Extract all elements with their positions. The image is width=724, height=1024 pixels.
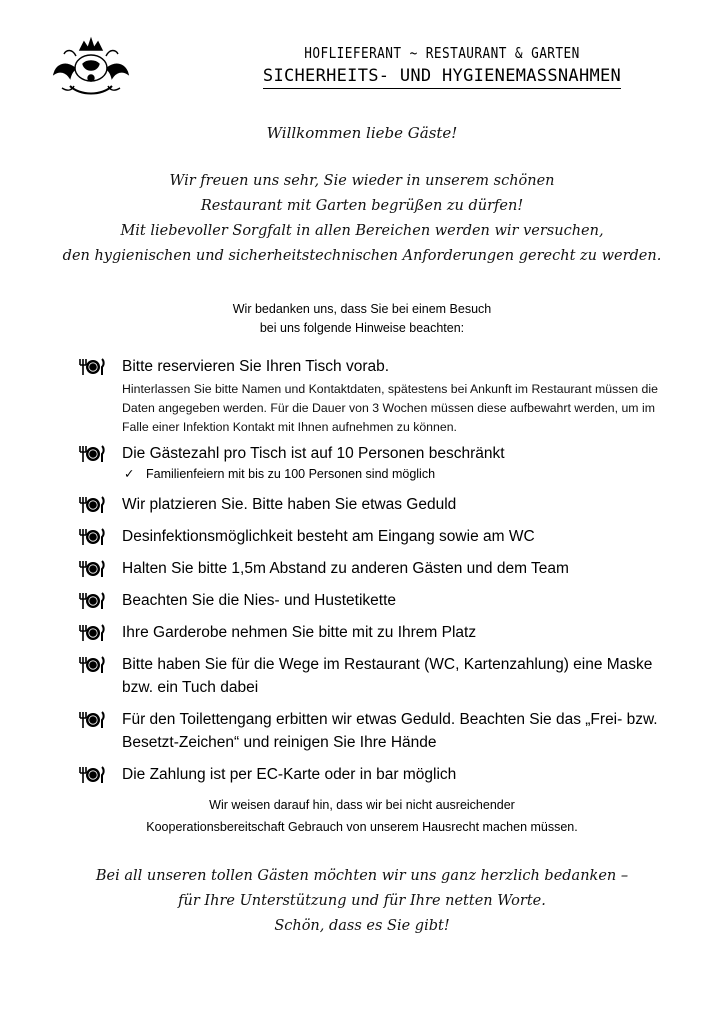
thanks-text	[0, 300, 724, 338]
plate-fork-knife-icon	[77, 560, 105, 578]
house-rules-notice	[0, 794, 724, 838]
restaurant-name: HOFLIEFERANT ~ RESTAURANT & GARTEN	[304, 44, 580, 62]
rule-title: Wir platzieren Sie. Bitte haben Sie etwas Geduld	[122, 496, 457, 513]
rule-subitem	[124, 465, 684, 483]
plate-fork-knife-icon	[77, 528, 105, 546]
intro-line: Restaurant mit Garten begrüßen zu dürfen!	[200, 198, 524, 214]
rule-subitem-text: Familienfeiern mit bis zu 100 Personen sind möglich	[146, 467, 436, 481]
list-item	[77, 442, 684, 483]
list-item	[77, 493, 684, 516]
closing-text	[0, 864, 724, 939]
page-title: SICHERHEITS- UND HYGIENEMASSNAHMEN	[263, 66, 621, 89]
rule-title: Bitte haben Sie für die Wege im Restaurant (WC, Kartenzahlung) eine Maske bzw. ein Tuch dabei	[122, 656, 653, 696]
rule-title: Bitte reservieren Sie Ihren Tisch vorab.	[122, 358, 390, 375]
intro-text	[0, 169, 724, 269]
plate-fork-knife-icon	[77, 592, 105, 610]
rule-title: Die Zahlung ist per EC-Karte oder in bar möglich	[122, 766, 457, 783]
notice-line: Wir weisen darauf hin, dass wir bei nicht ausreichender	[209, 798, 515, 812]
plate-fork-knife-icon	[77, 656, 105, 674]
list-item	[77, 557, 684, 580]
list-item	[77, 708, 684, 754]
plate-fork-knife-icon	[77, 624, 105, 642]
plate-fork-knife-icon	[77, 496, 105, 514]
header	[160, 44, 724, 89]
list-item	[77, 589, 684, 612]
rule-detail: Hinterlassen Sie bitte Namen und Kontaktdaten, spätestens bei Ankunft im Restaurant müssen die Daten angegeben werden. Für die Dauer von 3 Wochen müssen diese aufbewahrt werden, um im Falle einer Infektion Kontakt mit Ihnen aufnehmen zu können.	[122, 382, 658, 434]
thanks-line: Wir bedanken uns, dass Sie bei einem Besuch	[232, 302, 492, 316]
ornamental-crest-icon	[50, 30, 132, 100]
notice-line: Kooperationsbereitschaft Gebrauch von unserem Hausrecht machen müssen.	[146, 820, 578, 834]
plate-fork-knife-icon	[77, 358, 105, 376]
list-item	[77, 525, 684, 548]
list-item	[77, 653, 684, 699]
closing-line: Schön, dass es Sie gibt!	[274, 918, 450, 934]
closing-line: Bei all unseren tollen Gästen möchten wir uns ganz herzlich bedanken –	[95, 868, 629, 884]
rule-title: Die Gästezahl pro Tisch ist auf 10 Personen beschränkt	[122, 445, 505, 462]
plate-fork-knife-icon	[77, 766, 105, 784]
checkmark-icon: ✓	[124, 467, 135, 481]
thanks-line: bei uns folgende Hinweise beachten:	[259, 321, 465, 335]
plate-fork-knife-icon	[77, 711, 105, 729]
intro-line: Wir freuen uns sehr, Sie wieder in unserem schönen	[169, 173, 555, 189]
list-item	[77, 763, 684, 786]
rule-title: Halten Sie bitte 1,5m Abstand zu anderen Gästen und dem Team	[122, 560, 569, 577]
list-item	[77, 621, 684, 644]
rule-title: Für den Toilettengang erbitten wir etwas Geduld. Beachten Sie das „Frei- bzw. Besetzt-Zeichen“ und reinigen Sie Ihre Hände	[122, 711, 658, 751]
list-item	[77, 355, 684, 437]
plate-fork-knife-icon	[77, 445, 105, 463]
rule-title: Beachten Sie die Nies- und Hustetikette	[122, 592, 396, 609]
intro-line: den hygienischen und sicherheitstechnischen Anforderungen gerecht zu werden.	[62, 248, 662, 264]
welcome-line: Willkommen liebe Gäste!	[266, 124, 458, 142]
rules-list	[77, 355, 684, 786]
intro-line: Mit liebevoller Sorgfalt in allen Bereichen werden wir versuchen,	[120, 223, 604, 239]
rule-title: Desinfektionsmöglichkeit besteht am Eingang sowie am WC	[122, 528, 535, 545]
rule-title: Ihre Garderobe nehmen Sie bitte mit zu Ihrem Platz	[122, 624, 477, 641]
closing-line: für Ihre Unterstützung und für Ihre netten Worte.	[178, 893, 546, 909]
